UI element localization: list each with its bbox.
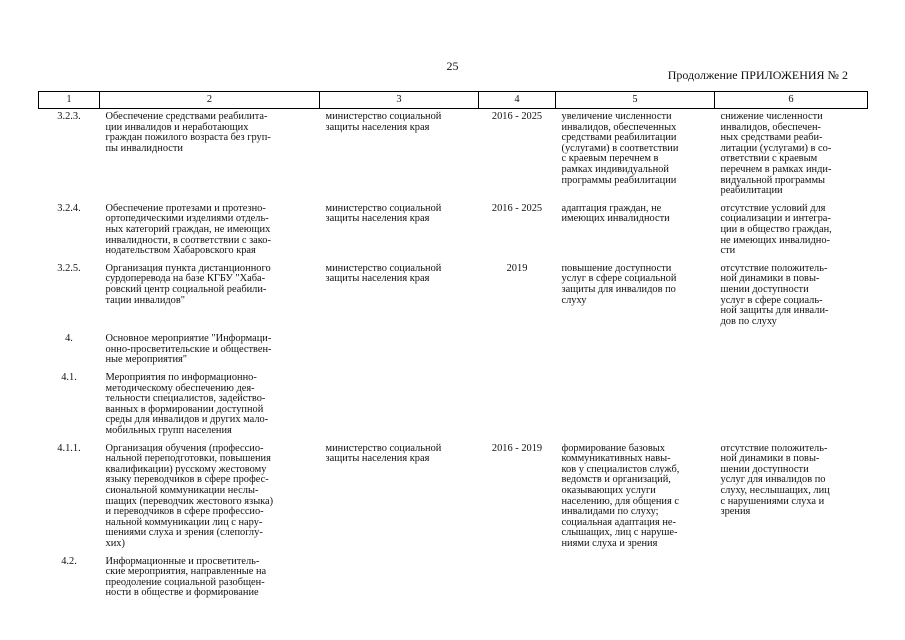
expected-result bbox=[556, 554, 715, 603]
measure-name: Мероприятия по информационно- методическому обеспечению дея- тельности специалистов, задейство- ванных в формировании доступной среды для инвалидов и других мало- мобильных групп населения bbox=[105, 372, 269, 437]
column-header: 2 bbox=[100, 92, 320, 109]
column-header: 6 bbox=[715, 92, 868, 109]
item-number: 3.2.4. bbox=[57, 202, 81, 214]
expected-result bbox=[556, 331, 715, 370]
expected-result: формирование базовых коммуникативных навы- ков у специалистов служб, ведомств и организаций, оказывающих услуги населению, для общения с инвалидами по слуху; социальная адаптация не- слышащих, лиц с наруше- ниями слуха и зрения bbox=[561, 442, 680, 549]
expected-result: увеличение численности инвалидов, обеспеченных средствами реабилитации (услугами) в соответствии с краевым перечнем в рамках индивидуальной программы реабилитации bbox=[561, 111, 679, 186]
period bbox=[479, 370, 556, 441]
column-header: 5 bbox=[556, 92, 715, 109]
measure-name: Основное мероприятие "Информаци- онно-просветительские и обществен- ные мероприятия" bbox=[105, 333, 272, 366]
period: 2019 bbox=[506, 262, 528, 274]
measure-name: Обеспечение протезами и протезно- ортопедическими изделиями отдель- ных категорий граждан, не имеющих инвалидности, в соответствии с зако- нодательством Хабаровского края bbox=[105, 202, 271, 257]
executor bbox=[320, 554, 479, 603]
period bbox=[479, 554, 556, 603]
column-number-row bbox=[39, 92, 868, 109]
column-header: 3 bbox=[320, 92, 479, 109]
column-header: 4 bbox=[479, 92, 556, 109]
page-number: 25 bbox=[446, 59, 459, 73]
table-row bbox=[39, 261, 868, 332]
consequence bbox=[715, 554, 868, 603]
period: 2016 - 2019 bbox=[491, 442, 543, 454]
measure-name: Информационные и просветитель- ские мероприятия, направленные на преодоление социальной разобщен- ности в обществе и формирование bbox=[105, 555, 267, 599]
measures-table bbox=[38, 91, 868, 603]
consequence: отсутствие условий для социализации и интегра- ции в общество граждан, не имеющих инвалидно- сти bbox=[720, 202, 832, 257]
period: 2016 - 2025 bbox=[491, 111, 543, 122]
item-number: 4.2. bbox=[61, 555, 77, 567]
measure-name: Организация пункта дистанционного сурдоперевода на базе КГБУ "Хаба- ровский центр социальной реабили- тации инвалидов" bbox=[105, 262, 271, 306]
table-row bbox=[39, 201, 868, 261]
executor: министерство социальной защиты населения края bbox=[325, 442, 442, 465]
expected-result: адаптация граждан, не имеющих инвалидности bbox=[561, 202, 670, 225]
consequence: отсутствие положитель- ной динамики в повы- шении доступности услуг для инвалидов по слуху, неслышащих, лиц с нарушениями слуха и зрения bbox=[720, 442, 830, 518]
period: 2016 - 2025 bbox=[491, 202, 543, 214]
table-row bbox=[39, 441, 868, 554]
executor: министерство социальной защиты населения края bbox=[325, 262, 442, 285]
item-number: 4.1. bbox=[61, 372, 77, 384]
table-row bbox=[39, 331, 868, 370]
measure-name: Организация обучения (профессио- нальной переподготовки, повышения квалификации) русскому жестовому языку переводчиков в сфере профес- сиональной коммуникации неслы- шащих (переводчик жестового языка) и переводчиков в сфере профессио- нальной коммуникации лиц с нару- шениями слуха и зрения (слепоглу- хих) bbox=[105, 442, 274, 549]
measure-name: Обеспечение средствами реабилита- ции инвалидов и неработающих граждан пожилого возраста без груп- пы инвалидности bbox=[105, 111, 271, 154]
column-header: 1 bbox=[39, 92, 100, 109]
consequence: снижение численности инвалидов, обеспечен- ных средствами реаби- литации (услугами) в со- ответствии с краевым перечнем в рамках инди- видуальной программы реабилитации bbox=[720, 111, 832, 197]
consequence bbox=[715, 370, 868, 441]
item-number: 3.2.3. bbox=[57, 111, 81, 122]
consequence: отсутствие положитель- ной динамики в повы- шении доступности услуг в сфере социаль- ной защиты для инвали- дов по слуху bbox=[720, 262, 829, 327]
executor bbox=[320, 370, 479, 441]
consequence bbox=[715, 331, 868, 370]
executor bbox=[320, 331, 479, 370]
table-row bbox=[39, 370, 868, 441]
item-number: 4.1.1. bbox=[57, 442, 81, 454]
item-number: 3.2.5. bbox=[57, 262, 81, 274]
executor: министерство социальной защиты населения края bbox=[325, 111, 442, 133]
expected-result: повышение доступности услуг в сфере социальной защиты для инвалидов по слуху bbox=[561, 262, 677, 306]
table-row bbox=[39, 554, 868, 603]
expected-result bbox=[556, 370, 715, 441]
executor: министерство социальной защиты населения края bbox=[325, 202, 442, 225]
item-number: 4. bbox=[65, 333, 73, 345]
appendix-continuation-label: Продолжение ПРИЛОЖЕНИЯ № 2 bbox=[667, 68, 848, 82]
table-row bbox=[39, 109, 868, 201]
period bbox=[479, 331, 556, 370]
